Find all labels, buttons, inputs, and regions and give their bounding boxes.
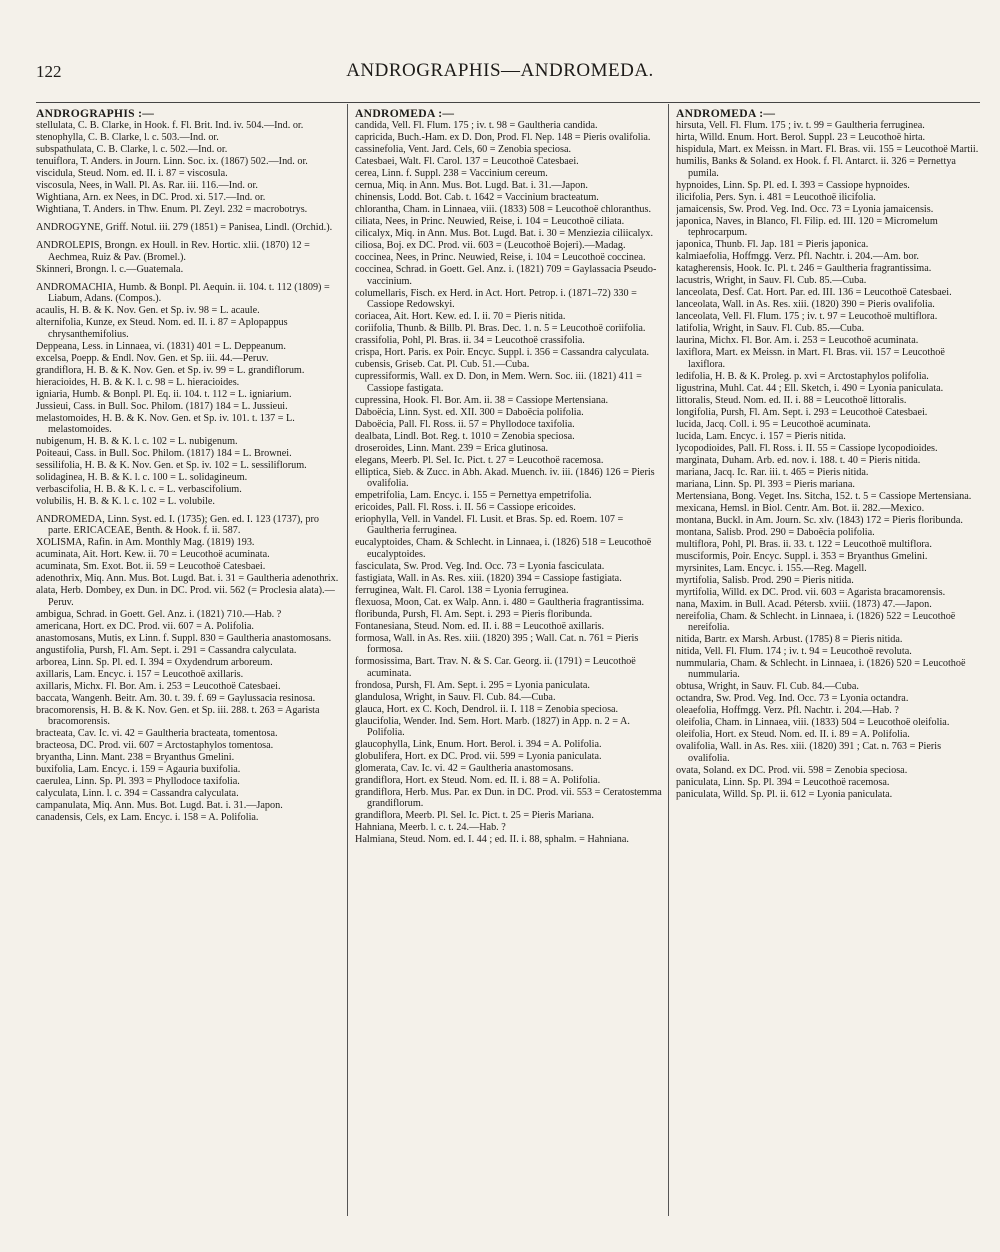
index-entry: ANDROGYNE, Griff. Notul. iii. 279 (1851) = Panisea, Lindl. (Orchid.). (36, 222, 333, 234)
page-number: 122 (36, 62, 62, 81)
index-entry: campanulata, Miq. Ann. Mus. Bot. Lugd. Bat. i. 31.—Japon. (36, 800, 283, 812)
index-entry: ciliosa, Boj. ex DC. Prod. vii. 603 = (Leucothoë Bojeri).—Madag. (355, 240, 626, 252)
index-entry: Skinneri, Brongn. l. c.—Guatemala. (36, 263, 184, 275)
index-entry: cilicalyx, Miq. in Ann. Mus. Bot. Lugd. Bat. i. 30 = Menziezia ciliicalyx. (355, 228, 654, 240)
index-entry: melastomoides, H. B. & K. Nov. Gen. et Sp. iv. 101. t. 137 = L. melastomoides. (36, 412, 295, 436)
index-entry: cubensis, Griseb. Cat. Pl. Cub. 51.—Cuba. (355, 359, 530, 371)
index-entry: coccinea, Schrad. in Goett. Gel. Anz. i. (1821) 709 = Gaylassacia Pseudo-vaccinium. (355, 264, 657, 287)
section-heading: ANDROGRAPHIS :— (36, 108, 155, 120)
page-header (0, 58, 1000, 88)
index-entry: verbascifolia, H. B. & K. l. c. = L. verbascifolium. (36, 484, 242, 496)
index-entry: ovata, Soland. ex DC. Prod. vii. 598 = Zenobia speciosa. (676, 764, 908, 776)
index-entry: axillaris, Lam. Encyc. i. 157 = Leucothoë axillaris. (36, 668, 244, 680)
index-entry: lanceolata, Vell. Fl. Flum. 175 ; iv. t. 97 = Leucothoë multiflora. (676, 311, 938, 323)
index-entry: Deppeana, Less. in Linnaea, vi. (1831) 401 = L. Deppeanum. (36, 340, 286, 352)
index-entry: nereifolia, Cham. & Schlecht. in Linnaea, i. (1826) 522 = Leucothoë nereifolia. (676, 610, 956, 634)
index-entry: Mertensiana, Bong. Veget. Ins. Sitcha, 152. t. 5 = Cassiope Mertensiana. (676, 490, 972, 502)
index-entry: Poiteaui, Cass. in Bull. Soc. Philom. (1817) 184 = L. Brownei. (36, 448, 292, 460)
index-entry: excelsa, Poepp. & Endl. Nov. Gen. et Sp. iii. 44.—Peruv. (36, 352, 269, 364)
index-entry: cernua, Miq. in Ann. Mus. Bot. Lugd. Bat. i. 31.—Japon. (355, 180, 588, 192)
index-entry: obtusa, Wright, in Sauv. Fl. Cub. 84.—Cuba. (676, 681, 859, 693)
index-entry: fastigiata, Wall. in As. Res. xiii. (1820) 394 = Cassiope fastigiata. (355, 572, 622, 584)
index-entry: nubigenum, H. B. & K. l. c. 102 = L. nubigenum. (36, 436, 238, 448)
index-entry: musciformis, Poir. Encyc. Suppl. i. 353 = Bryanthus Gmelini. (676, 550, 928, 562)
index-entry: angustifolia, Pursh, Fl. Am. Sept. i. 291 = Cassandra calyculata. (36, 644, 297, 656)
index-entry: fasciculata, Sw. Prod. Veg. Ind. Occ. 73 = Lyonia fasciculata. (355, 560, 605, 572)
header-rule (36, 102, 980, 103)
index-entry: glomerata, Cav. Ic. vi. 42 = Gaultheria anastomosans. (355, 763, 574, 775)
index-entry: formosissima, Bart. Trav. N. & S. Car. Georg. ii. (1791) = Leucothoë acuminata. (355, 656, 636, 679)
index-entry: Daboëcia, Pall. Fl. Ross. ii. 57 = Phyllodoce taxifolia. (355, 418, 575, 430)
index-entry: hieracioides, H. B. & K. l. c. 98 = L. hieracioides. (36, 376, 240, 388)
index-entry: lycopodioides, Pall. Fl. Ross. i. II. 55 = Cassiope lycopodioides. (676, 442, 938, 454)
section-heading: ANDROMEDA :— (676, 108, 776, 120)
column-divider (668, 104, 669, 1216)
index-entry: grandiflora, Herb. Mus. Par. ex Dun. in DC. Prod. vii. 553 = Ceratostemma grandiflorum. (355, 787, 662, 810)
index-entry: katagherensis, Hook. Ic. Pl. t. 246 = Gaultheria fragrantissima. (676, 263, 932, 275)
index-entry: formosa, Wall. in As. Res. xiii. (1820) 395 ; Wall. Cat. n. 761 = Pieris formosa. (355, 632, 639, 656)
index-entry: glaucophylla, Link, Enum. Hort. Berol. i. 394 = A. Polifolia. (355, 739, 602, 751)
index-entry: oleifolia, Cham. in Linnaea, viii. (1833) 504 = Leucothoë oleifolia. (676, 717, 950, 729)
index-entry: globulifera, Hort. ex DC. Prod. vii. 599 = Lyonia paniculata. (355, 751, 602, 763)
index-entry: adenothrix, Miq. Ann. Mus. Bot. Lugd. Bat. i. 31 = Gaultheria adenothrix. (36, 573, 339, 585)
index-entry: cerea, Linn. f. Suppl. 238 = Vaccinium cereum. (355, 168, 548, 180)
index-entry: coccinea, Nees, in Princ. Neuwied, Reise, i. 104 = Leucothoë coccinea. (355, 252, 646, 264)
index-entry: bracteata, Cav. Ic. vi. 42 = Gaultheria bracteata, tomentosa. (36, 728, 278, 740)
index-entry: laurina, Michx. Fl. Bor. Am. i. 253 = Leucothoë acuminata. (676, 335, 919, 347)
index-entry: chlorantha, Cham. in Linnaea, viii. (1833) 508 = Leucothoë chloranthus. (355, 204, 652, 216)
index-entry: hirta, Willd. Enum. Hort. Berol. Suppl. 23 = Leucothoë hirta. (676, 132, 926, 144)
index-entry: nitida, Bartr. ex Marsh. Arbust. (1785) 8 = Pieris nitida. (676, 634, 903, 646)
index-entry: ANDROLEPIS, Brongn. ex Houll. in Rev. Hortic. xlii. (1870) 12 = Aechmea, Ruiz & Pav. (Bromel.). (36, 240, 310, 263)
index-entry: elliptica, Sieb. & Zucc. in Abh. Akad. Muench. iv. iii. (1846) 126 = Pieris ovalifolia. (355, 466, 655, 490)
index-entry: arborea, Linn. Sp. Pl. ed. I. 394 = Oxydendrum arboreum. (36, 656, 273, 668)
index-entry: droseroides, Linn. Mant. 239 = Erica glutinosa. (355, 442, 549, 454)
index-entry: canadensis, Cels, ex Lam. Encyc. i. 158 = A. Polifolia. (36, 812, 259, 824)
index-entry: cupressina, Hook. Fl. Bor. Am. ii. 38 = Cassiope Mertensiana. (355, 394, 609, 406)
index-entry: nitida, Vell. Fl. Flum. 174 ; iv. t. 94 = Leucothoë revoluta. (676, 646, 912, 658)
index-entry: solidaginea, H. B. & K. l. c. 100 = L. solidagineum. (36, 472, 248, 484)
index-entry: ilicifolia, Pers. Syn. i. 481 = Leucothoë ilicifolia. (676, 191, 876, 203)
index-entry: lucida, Jacq. Coll. i. 95 = Leucothoë acuminata. (676, 418, 871, 430)
index-entry: myrtifolia, Salisb. Prod. 290 = Pieris nitida. (676, 574, 854, 586)
index-entry: crispa, Hort. Paris. ex Poir. Encyc. Suppl. i. 356 = Cassandra calyculata. (355, 347, 650, 359)
section-heading: ANDROMEDA :— (355, 108, 455, 120)
index-entry: myrsinites, Lam. Encyc. i. 155.—Reg. Magell. (676, 562, 867, 574)
index-entry: XOLISMA, Rafin. in Am. Monthly Mag. (1819) 193. (36, 537, 255, 549)
index-entry: ambigua, Schrad. in Goett. Gel. Anz. i. (1821) 710.—Hab. ? (36, 608, 282, 620)
index-entry: dealbata, Lindl. Bot. Reg. t. 1010 = Zenobia speciosa. (355, 430, 575, 442)
index-entry: lanceolata, Wall. in As. Res. xiii. (1820) 390 = Pieris ovalifolia. (676, 299, 935, 311)
index-entry: japonica, Thunb. Fl. Jap. 181 = Pieris japonica. (676, 239, 869, 251)
index-entry: volubilis, H. B. & K. l. c. 102 = L. volubile. (36, 496, 215, 508)
index-entry: ANDROMACHIA, Humb. & Bonpl. Pl. Aequin. ii. 104. t. 112 (1809) = Liabum, Adans. (Compos.). (36, 281, 330, 305)
index-entry: calyculata, Linn. l. c. 394 = Cassandra calyculata. (36, 788, 239, 800)
index-entry: ligustrina, Muhl. Cat. 44 ; Ell. Sketch, i. 490 = Lyonia paniculata. (676, 382, 944, 394)
index-entry: tenuiflora, T. Anders. in Journ. Linn. Soc. ix. (1867) 502.—Ind. or. (36, 156, 308, 168)
index-entry: montana, Salisb. Prod. 290 = Daboëcia polifolia. (676, 526, 875, 538)
running-title: ANDROGRAPHIS—ANDROMEDA. (346, 60, 654, 81)
index-entry: lanceolata, Desf. Cat. Hort. Par. ed. III. 136 = Leucothoë Catesbaei. (676, 287, 952, 299)
index-entry: lacustris, Wright, in Sauv. Fl. Cub. 85.—Cuba. (676, 275, 867, 287)
index-entry: hypnoides, Linn. Sp. Pl. ed. I. 393 = Cassiope hypnoides. (676, 179, 910, 191)
index-entry: nana, Maxim. in Bull. Acad. Pétersb. xviii. (1873) 47.—Japon. (676, 598, 932, 610)
index-entry: coriifolia, Thunb. & Billb. Pl. Bras. Dec. 1. n. 5 = Leucothoë coriifolia. (355, 323, 646, 335)
index-entry: multiflora, Pohl, Pl. Bras. ii. 33. t. 122 = Leucothoë multiflora. (676, 538, 932, 550)
index-entry: japonica, Naves, in Blanco, Fl. Filip. ed. III. 120 = Micromelum tephrocarpum. (676, 215, 938, 239)
index-entry: ovalifolia, Wall. in As. Res. xiii. (1820) 391 ; Cat. n. 763 = Pieris ovalifolia. (676, 741, 942, 764)
index-entry: acuminata, Ait. Hort. Kew. ii. 70 = Leucothoë acuminata. (36, 549, 270, 561)
index-entry: oleaefolia, Hoffmgg. Verz. Pfl. Nachtr. i. 204.—Hab. ? (676, 705, 899, 717)
index-entry: paniculata, Linn. Sp. Pl. 394 = Leucothoë racemosa. (676, 776, 890, 788)
index-entry: humilis, Banks & Soland. ex Hook. f. Fl. Antarct. ii. 326 = Pernettya pumila. (676, 156, 956, 179)
index-entry: candida, Vell. Fl. Flum. 175 ; iv. t. 98 = Gaultheria candida. (355, 120, 598, 132)
index-entry: sessilifolia, H. B. & K. Nov. Gen. et Sp. iv. 102 = L. sessiliflorum. (36, 460, 307, 472)
index-entry: americana, Hort. ex DC. Prod. vii. 607 = A. Polifolia. (36, 620, 254, 632)
index-entry: flexuosa, Moon, Cat. ex Walp. Ann. i. 480 = Gaultheria fragrantissima. (355, 596, 645, 608)
index-entry: empetrifolia, Lam. Encyc. i. 155 = Pernettya empetrifolia. (355, 490, 592, 502)
index-entry: mariana, Jacq. Ic. Rar. iii. t. 465 = Pieris nitida. (676, 466, 869, 478)
index-entry: caerulea, Linn. Sp. Pl. 393 = Phyllodoce taxifolia. (36, 776, 240, 788)
index-entry: grandiflora, Hort. ex Steud. Nom. ed. II. i. 88 = A. Polifolia. (355, 775, 601, 787)
index-entry: alternifolia, Kunze, ex Steud. Nom. ed. II. i. 87 = Aplopappus chrysanthemifolius. (36, 317, 288, 340)
index-entry: anastomosans, Mutis, ex Linn. f. Suppl. 830 = Gaultheria anastomosans. (36, 632, 332, 644)
index-entry: oleifolia, Hort. ex Steud. Nom. ed. II. i. 89 = A. Polifolia. (676, 729, 910, 741)
index-entry: ferruginea, Walt. Fl. Carol. 138 = Lyonia ferruginea. (355, 584, 569, 596)
text-column-left (36, 108, 342, 1218)
index-entry: floribunda, Pursh, Fl. Am. Sept. i. 293 = Pieris floribunda. (355, 608, 593, 620)
index-entry: longifolia, Pursh, Fl. Am. Sept. i. 293 = Leucothoë Catesbaei. (676, 406, 928, 418)
index-entry: hispidula, Mart. ex Meissn. in Mart. Fl. Bras. vii. 155 = Leucothoë Martii. (676, 144, 979, 156)
index-entry: cupressiformis, Wall. ex D. Don, in Mem. Wern. Soc. iii. (1821) 411 = Cassiope fastigata. (355, 371, 642, 394)
index-entry: Fontanesiana, Steud. Nom. ed. II. i. 88 = Leucothoë axillaris. (355, 620, 605, 632)
index-entry: glaucifolia, Wender. Ind. Sem. Hort. Marb. (1827) in App. n. 2 = A. Polifolia. (355, 715, 630, 739)
index-entry: Hahniana, Meerb. l. c. t. 24.—Hab. ? (355, 822, 506, 834)
index-entry: baccata, Wangenh. Beitr. Am. 30. t. 39. f. 69 = Gaylussacia resinosa. (36, 692, 316, 704)
index-entry: stellulata, C. B. Clarke, in Hook. f. Fl. Brit. Ind. iv. 504.—Ind. or. (36, 120, 304, 132)
index-entry: eriophylla, Vell. in Vandel. Fl. Lusit. et Bras. Sp. ed. Roem. 107 = Gaultheria ferruginea. (355, 514, 624, 537)
index-entry: Catesbaei, Walt. Fl. Carol. 137 = Leucothoë Catesbaei. (355, 156, 579, 168)
text-column-middle (355, 108, 663, 1218)
index-entry: eucalyptoides, Cham. & Schlecht. in Linnaea, i. (1826) 518 = Leucothoë eucalyptoides. (355, 537, 652, 560)
index-entry: acuminata, Sm. Exot. Bot. ii. 59 = Leucothoë Catesbaei. (36, 561, 266, 573)
index-entry: latifolia, Wright, in Sauv. Fl. Cub. 85.—Cuba. (676, 323, 865, 335)
index-entry: kalmiaefolia, Hoffmgg. Verz. Pfl. Nachtr. i. 204.—Am. bor. (676, 251, 919, 263)
index-entry: Wightiana, T. Anders. in Thw. Enum. Pl. Zeyl. 232 = macrobotrys. (36, 204, 308, 216)
index-entry: alata, Herb. Dombey, ex Dun. in DC. Prod. vii. 562 (= Proclesia alata).—Peruv. (36, 585, 335, 608)
index-entry: lucida, Lam. Encyc. i. 157 = Pieris nitida. (676, 430, 846, 442)
index-entry: bryantha, Linn. Mant. 238 = Bryanthus Gmelini. (36, 752, 235, 764)
index-entry: octandra, Sw. Prod. Veg. Ind. Occ. 73 = Lyonia octandra. (676, 693, 909, 705)
index-entry: columellaris, Fisch. ex Herd. in Act. Hort. Petrop. i. (1871–72) 330 = Cassiope Redowskyi. (355, 287, 637, 311)
index-entry: ericoides, Pall. Fl. Ross. i. II. 56 = Cassiope ericoides. (355, 502, 576, 514)
index-entry: nummularia, Cham. & Schlecht. in Linnaea, i. (1826) 520 = Leucothoë nummularia. (676, 658, 966, 681)
index-entry: myrtifolia, Willd. ex DC. Prod. vii. 603 = Agarista bracamorensis. (676, 586, 946, 598)
index-entry: bracteosa, DC. Prod. vii. 607 = Arctostaphylos tomentosa. (36, 740, 274, 752)
index-entry: elegans, Meerb. Pl. Sel. Ic. Pict. t. 27 = Leucothoë racemosa. (355, 454, 604, 466)
column-divider (347, 104, 348, 1216)
index-entry: ledifolia, H. B. & K. Proleg. p. xvi = Arctostaphylos polifolia. (676, 370, 929, 382)
index-entry: bracomorensis, H. B. & K. Nov. Gen. et Sp. iii. 288. t. 263 = Agarista bracomorensis. (36, 704, 320, 728)
index-entry: buxifolia, Lam. Encyc. i. 159 = Agauria buxifolia. (36, 764, 241, 776)
index-entry: glandulosa, Wright, in Sauv. Fl. Cub. 84.—Cuba. (355, 691, 556, 703)
index-entry: mexicana, Hemsl. in Biol. Centr. Am. Bot. ii. 282.—Mexico. (676, 502, 925, 514)
index-entry: chinensis, Lodd. Bot. Cab. t. 1642 = Vaccinium bracteatum. (355, 192, 599, 204)
index-entry: ANDROMEDA, Linn. Syst. ed. I. (1735); Gen. ed. I. 123 (1737), pro parte. ERICACEAE, Benth. & Hook. f. ii. 587. (36, 514, 319, 537)
index-entry: viscidula, Steud. Nom. ed. II. i. 87 = viscosula. (36, 168, 228, 180)
index-entry: viscosula, Nees, in Wall. Pl. As. Rar. iii. 116.—Ind. or. (36, 180, 258, 192)
index-entry: hirsuta, Vell. Fl. Flum. 175 ; iv. t. 99 = Gaultheria ferruginea. (676, 120, 925, 132)
index-entry: subspathulata, C. B. Clarke, l. c. 502.—Ind. or. (36, 144, 228, 156)
index-entry: Wightiana, Arn. ex Nees, in DC. Prod. xi. 517.—Ind. or. (36, 192, 266, 204)
index-entry: littoralis, Steud. Nom. ed. II. i. 88 = Leucothoë littoralis. (676, 394, 907, 406)
index-entry: acaulis, H. B. & K. Nov. Gen. et Sp. iv. 98 = L. acaule. (36, 305, 260, 317)
index-entry: montana, Buckl. in Am. Journ. Sc. xlv. (1843) 172 = Pieris floribunda. (676, 514, 963, 526)
index-entry: axillaris, Michx. Fl. Bor. Am. i. 253 = Leucothoë Catesbaei. (36, 680, 281, 692)
index-entry: cassinefolia, Vent. Jard. Cels, 60 = Zenobia speciosa. (355, 144, 572, 156)
index-entry: Daboëcia, Linn. Syst. ed. XII. 300 = Daboëcia polifolia. (355, 406, 584, 418)
index-entry: glauca, Hort. ex C. Koch, Dendrol. ii. I. 118 = Zenobia speciosa. (355, 703, 619, 715)
index-entry: mariana, Linn. Sp. Pl. 393 = Pieris mariana. (676, 478, 855, 490)
index-entry: jamaicensis, Sw. Prod. Veg. Ind. Occ. 73 = Lyonia jamaicensis. (676, 203, 934, 215)
index-entry: stenophylla, C. B. Clarke, l. c. 503.—Ind. or. (36, 132, 219, 144)
index-entry: capricida, Buch.-Ham. ex D. Don, Prod. Fl. Nep. 148 = Pieris ovalifolia. (355, 132, 651, 144)
index-entry: grandiflora, Meerb. Pl. Sel. Ic. Pict. t. 25 = Pieris Mariana. (355, 810, 594, 822)
index-entry: paniculata, Willd. Sp. Pl. ii. 612 = Lyonia paniculata. (676, 788, 893, 800)
index-entry: coriacea, Ait. Hort. Kew. ed. I. ii. 70 = Pieris nitida. (355, 311, 566, 323)
index-entry: frondosa, Pursh, Fl. Am. Sept. i. 295 = Lyonia paniculata. (355, 679, 590, 691)
index-entry: grandiflora, H. B. & K. Nov. Gen. et Sp. iv. 99 = L. grandiflorum. (36, 364, 305, 376)
text-column-right (676, 108, 980, 1218)
index-entry: laxiflora, Mart. ex Meissn. in Mart. Fl. Bras. vii. 157 = Leucothoë laxiflora. (676, 347, 945, 370)
index-entry: Jussieui, Cass. in Bull. Soc. Philom. (1817) 184 = L. Jussieui. (36, 400, 288, 412)
index-entry: marginata, Duham. Arb. ed. nov. i. 188. t. 40 = Pieris nitida. (676, 454, 921, 466)
index-entry: ciliata, Nees, in Princ. Neuwied, Reise, i. 104 = Leucothoë ciliata. (355, 216, 625, 228)
index-entry: igniaria, Humb. & Bonpl. Pl. Eq. ii. 104. t. 112 = L. igniarium. (36, 388, 292, 400)
index-entry: Halmiana, Steud. Nom. ed. I. 44 ; ed. II. i. 88, sphalm. = Hahniana. (355, 834, 629, 846)
index-entry: crassifolia, Pohl, Pl. Bras. ii. 34 = Leucothoë crassifolia. (355, 335, 585, 347)
